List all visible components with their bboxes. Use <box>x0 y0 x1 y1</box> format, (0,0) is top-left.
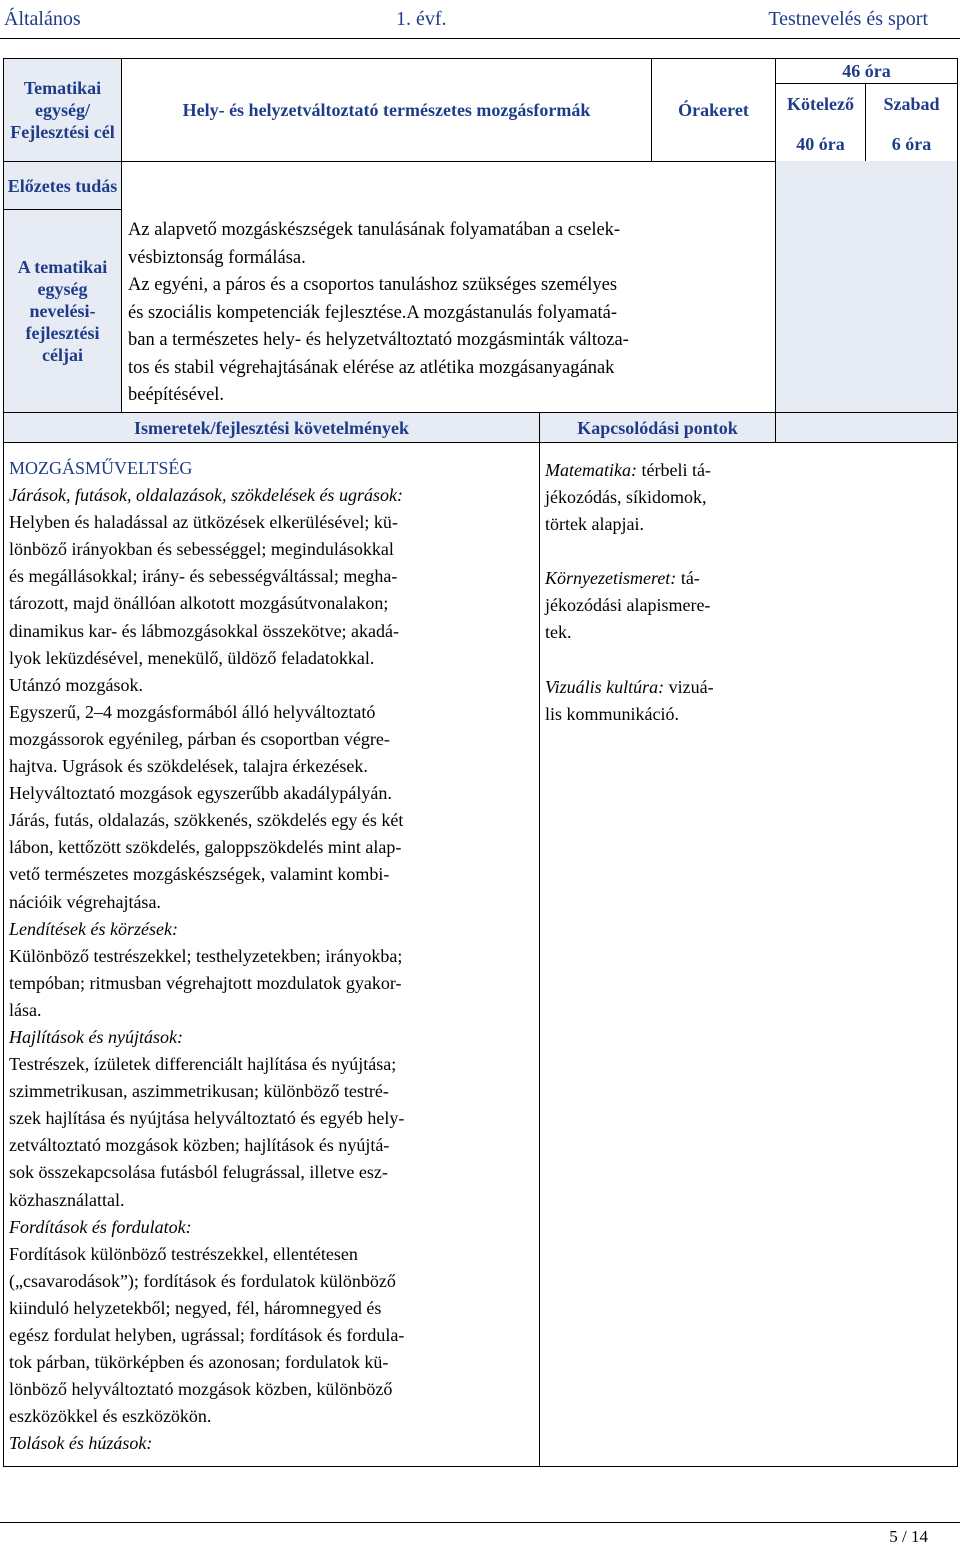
connection-item <box>545 457 775 538</box>
connection-line: tá- <box>676 568 700 589</box>
page-header <box>0 4 960 32</box>
requirement-line: eszközökkel és eszközökön. <box>9 1406 212 1427</box>
section-heading: Hajlítások és nyújtások: <box>9 1026 183 1047</box>
curriculum-table <box>3 58 958 1467</box>
header-rule <box>0 38 960 39</box>
thematic-unit-label: Tematikai egység/ Fejlesztési cél <box>10 78 115 142</box>
requirement-line: tározott, majd önállóan alkotott mozgásútvonalakon; <box>9 593 389 614</box>
competence-heading: MOZGÁSMŰVELTSÉG <box>9 458 193 478</box>
section-heading: Lendítések és körzések: <box>9 918 178 939</box>
requirement-line: lyok leküzdésével, menekülő, üldöző feladatokkal. <box>9 647 375 668</box>
requirements-text <box>4 455 539 1457</box>
requirement-line: sok összekapcsolása futásból felugrással, illetve esz- <box>9 1162 388 1183</box>
requirement-line: Fordítások különböző testrészekkel, ellentétesen <box>9 1243 358 1264</box>
requirement-line: kiinduló helyzetekből; negyed, fél, háromnegyed és <box>9 1297 382 1318</box>
requirement-line: Testrészek, ízületek differenciált hajlítása és nyújtása; <box>9 1054 397 1075</box>
requirement-line: közhasználattal. <box>9 1189 125 1210</box>
page-number: 5 / 14 <box>889 1527 928 1546</box>
mandatory-label: Kötelező <box>787 94 854 114</box>
goals-label: A tematikai egység nevelési-fejlesztési céljai <box>17 257 108 365</box>
section-heading: Tolások és húzások: <box>9 1433 153 1454</box>
header-left: Általános <box>4 8 81 30</box>
connection-subject: Környezetismeret: <box>545 568 677 589</box>
connection-line: tek. <box>545 622 572 643</box>
requirement-line: egész fordulat helyben, ugrással; fordítások és fordula- <box>9 1325 405 1345</box>
topic-title: Hely- és helyzetváltoztató természetes mozgásformák <box>182 100 591 120</box>
requirement-line: és megállásokkal; irány- és sebességváltással; megha- <box>9 566 398 587</box>
goals-line: Az alapvető mozgáskészségek tanulásának folyamatában a cselek- <box>128 220 621 240</box>
prior-knowledge-label: Előzetes tudás <box>7 175 118 196</box>
requirement-line: lása. <box>9 999 42 1020</box>
requirement-line: tok párban, tükörképben és azonosan; fordulatok kü- <box>9 1352 389 1373</box>
free-hours: 6 óra <box>891 134 932 154</box>
connection-line: jékozódás, síkidomok, <box>545 487 707 508</box>
requirement-line: dinamikus kar- és lábmozgásokkal összekötve; akadá- <box>9 620 400 641</box>
requirement-line: lábon, kettőzött szökdelés, galoppszökdelés mint alap- <box>9 837 402 858</box>
requirement-line: Utánzó mozgások. <box>9 674 143 695</box>
total-hours: 46 óra <box>842 61 891 81</box>
requirement-line: zetváltoztató mozgások közben; hajlítások és nyújtá- <box>9 1135 390 1156</box>
goals-line: Az egyéni, a páros és a csoportos tanuláshoz szükséges személyes <box>128 275 618 295</box>
requirement-line: mozgássorok egyénileg, párban és csoportban végre- <box>9 728 390 749</box>
requirement-line: Helyben és haladással az ütközések elkerülésével; kü- <box>9 512 398 533</box>
connection-line: jékozódási alapismere- <box>545 595 711 616</box>
section-heading: Fordítások és fordulatok: <box>9 1216 192 1237</box>
footer-rule <box>0 1522 960 1523</box>
requirement-line: Egyszerű, 2–4 mozgásformából álló helyváltoztató <box>9 701 376 722</box>
connection-subject: Matematika: <box>545 460 637 480</box>
connection-line: lis kommunikáció. <box>545 703 679 724</box>
requirements-header: Ismeretek/fejlesztési követelmények <box>133 417 410 438</box>
time-frame-label: Órakeret <box>678 100 749 120</box>
connections-text <box>540 457 775 755</box>
connections-header: Kapcsolódási pontok <box>577 417 738 438</box>
requirement-line: Járás, futás, oldalazás, szökkenés, szökdelés egy és két <box>9 810 404 831</box>
requirement-line: nációik végrehajtása. <box>9 891 161 912</box>
header-center: 1. évf. <box>396 8 447 30</box>
connection-line: törtek alapjai. <box>545 514 644 535</box>
connection-subject: Vizuális kultúra: <box>545 676 665 697</box>
requirement-line: lönböző irányokban és sebességgel; megindulásokkal <box>9 539 394 560</box>
requirement-line: tempóban; ritmusban végrehajtott mozdulatok gyakor- <box>9 972 402 993</box>
requirement-line: szimmetrikusan, aszimmetrikusan; különböző testré- <box>9 1081 389 1102</box>
goals-line: vésbiztonság formálása. <box>128 247 306 268</box>
free-label: Szabad <box>883 94 940 114</box>
requirement-line: vető természetes mozgáskészségek, valamint kombi- <box>9 864 390 885</box>
section-heading: Járások, futások, oldalazások, szökdelések és ugrások: <box>9 485 403 506</box>
header-right: Testnevelés és sport <box>768 8 928 30</box>
connection-line: térbeli tá- <box>636 460 711 480</box>
connection-item <box>545 674 775 728</box>
goals-line: ban a természetes hely- és helyzetváltoztató mozgásminták változa- <box>128 330 629 350</box>
connection-item <box>545 565 775 646</box>
goals-line: tos és stabil végrehajtásának elérése az atlétika mozgásanyagának <box>128 357 615 378</box>
requirement-line: hajtva. Ugrások és szökdelések, talajra érkezések. <box>9 756 368 777</box>
mandatory-hours: 40 óra <box>796 134 845 154</box>
requirement-line: Különböző testrészekkel; testhelyzetekben; irányokba; <box>9 945 403 966</box>
goals-line: és szociális kompetenciák fejlesztése.A mozgástanulás folyamatá- <box>128 302 618 323</box>
goals-text <box>122 217 775 410</box>
requirement-line: szek hajlítása és nyújtása helyváltoztató és egyéb hely- <box>9 1108 405 1129</box>
goals-line: beépítésével. <box>128 385 225 405</box>
connection-line: vizuá- <box>664 676 714 697</box>
requirement-line: lönböző helyváltoztató mozgások közben, különböző <box>9 1379 393 1400</box>
requirement-line: („csavarodások”); fordítások és fordulatok különböző <box>9 1270 396 1291</box>
requirement-line: Helyváltoztató mozgások egyszerűbb akadálypályán. <box>9 783 392 804</box>
